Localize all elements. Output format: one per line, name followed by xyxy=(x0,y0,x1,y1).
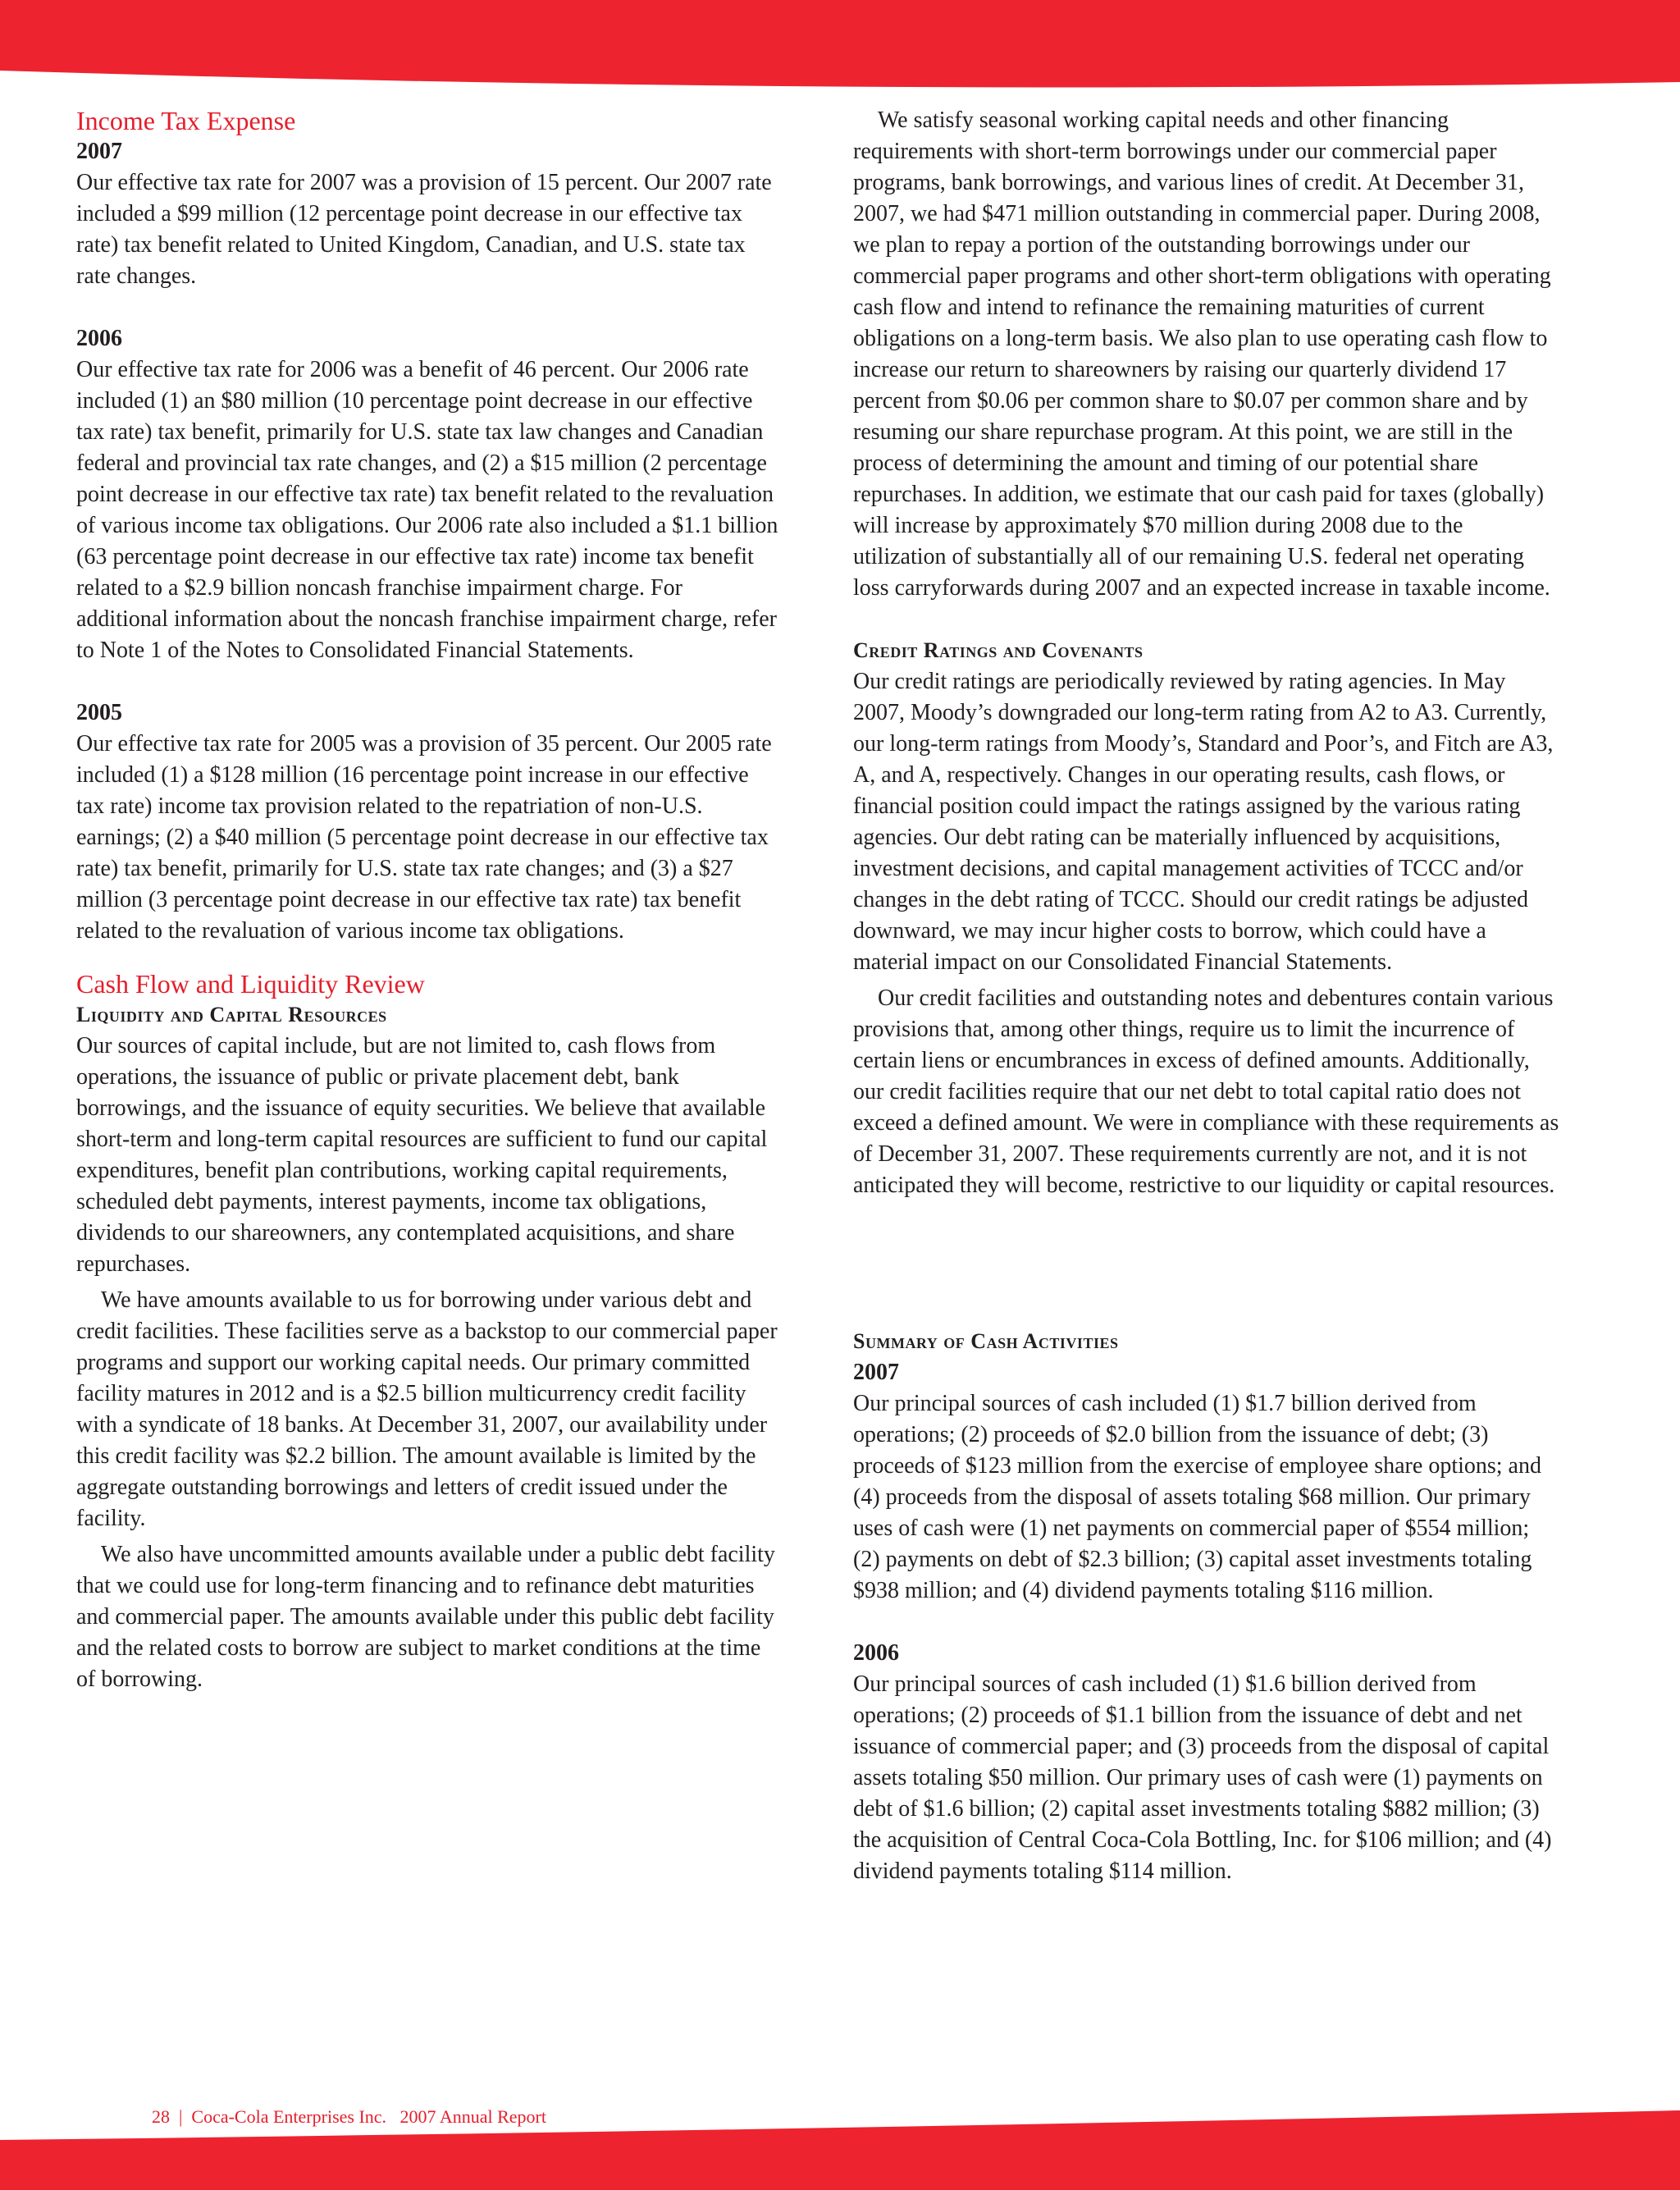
income-tax-2006-text: Our effective tax rate for 2006 was a benefit of 46 percent. Our 2006 rate included (1) an $80 million (10 percentage point decrease in our effective tax rate) tax benefit, primarily for U.S. state tax law changes and Canadian federal and provincial tax rate changes, and (2) a $15 million (2 percentage point decrease in our effective tax rate) tax benefit related to the revaluation of various income tax obligations. Our 2006 rate also included a $1.1 billion (63 percentage point decrease in our effective tax rate) income tax benefit related to a $2.9 billion noncash franchise impairment charge. For additional information about the noncash franchise impairment charge, refer to Note 1 of the Notes to Consolidated Financial Statements. xyxy=(76,357,778,663)
left-column xyxy=(76,105,779,1695)
income-tax-2005-year: 2005 xyxy=(76,700,122,725)
credit-paragraph-2: Our credit facilities and outstanding notes and debentures contain various provisions that, among other things, require us to limit the incurrence of certain liens or encumbrances in excess of defined amounts. Additionally, our credit facilities require that our net debt to total capital ratio does not exceed a defined amount. We were in compliance with these requirements as of December 31, 2007. These requirements currently are not, and it is not anticipated they will become, restrictive to our liquidity or capital resources. xyxy=(853,985,1559,1198)
summary-2007-text: Our principal sources of cash included (1) $1.7 billion derived from operations; (2) proceeds of $2.0 billion from the issuance of debt; (3) proceeds of $123 million from the exercise of employee share options; and (4) proceeds from the disposal of assets totaling $68 million. Our primary uses of cash were (1) net payments on commercial paper of $554 million; (2) payments on debt of $2.3 billion; (3) capital asset investments totaling $938 million; and (4) dividend payments totaling $116 million. xyxy=(853,1391,1541,1603)
income-tax-2007-year: 2007 xyxy=(76,139,122,164)
right-column-upper xyxy=(853,105,1560,1201)
bottom-red-band xyxy=(0,2101,1680,2190)
credit-paragraph-1: Our credit ratings are periodically reviewed by rating agencies. In May 2007, Moody’s downgraded our long-term rating from A2 to A3. Currently, our long-term ratings from Moody’s, Standard and Poor’s, and Fitch are A3, A, and A, respectively. Changes in our operating results, cash flows, or financial position could impact the ratings assigned by the various rating agencies. Our debt rating can be materially influenced by acquisitions, investment decisions, and capital management activities of TCCC and/or changes in the debt rating of TCCC. Should our credit ratings be adjusted downward, we may incur higher costs to borrow, which could have a material impact on our Consolidated Financial Statements. xyxy=(853,669,1554,975)
right-column-lower xyxy=(853,1326,1560,1887)
top-red-band xyxy=(0,0,1680,92)
income-tax-2006-year: 2006 xyxy=(76,326,122,351)
cash-flow-title: Cash Flow and Liquidity Review xyxy=(76,969,425,999)
income-tax-title: Income Tax Expense xyxy=(76,106,296,135)
summary-2007-year: 2007 xyxy=(853,1360,899,1385)
liquidity-paragraph-3: We also have uncommitted amounts available under a public debt facility that we could use for long-term financing and to refinance debt maturities and commercial paper. The amounts available under this public debt facility and the related costs to borrow are subject to market conditions at the time of borrowing. xyxy=(76,1542,775,1692)
credit-ratings-heading: Credit Ratings and Covenants xyxy=(853,638,1144,662)
liquidity-paragraph-4: We satisfy seasonal working capital needs and other financing requirements with short-term borrowings under our commercial paper programs, bank borrowings, and various lines of credit. At December 31, 2007, we had $471 million outstanding in commercial paper. During 2008, we plan to repay a portion of the outstanding borrowings under our commercial paper programs and other short-term obligations with operating cash flow and intend to refinance the remaining maturities of current obligations on a long-term basis. We also plan to use operating cash flow to increase our return to shareowners by raising our quarterly dividend 17 percent from $0.06 per common share to $0.07 per common share and by resuming our share repurchase program. At this point, we are still in the process of determining the amount and timing of our potential share repurchases. In addition, we estimate that our cash paid for taxes (globally) will increase by approximately $70 million during 2008 due to the utilization of substantially all of our remaining U.S. federal net operating loss carryforwards during 2007 and an expected increase in taxable income. xyxy=(853,107,1551,601)
summary-2006-text: Our principal sources of cash included (1) $1.6 billion derived from operations; (2) proceeds of $1.1 billion from the issuance of debt and net issuance of commercial paper; and (3) proceeds from the disposal of capital assets totaling $50 million. Our primary uses of cash were (1) payments on debt of $1.6 billion; (2) capital asset investments totaling $882 million; (3) the acquisition of Central Coca-Cola Bottling, Inc. for $106 million; and (4) dividend payments totaling $114 million. xyxy=(853,1671,1552,1884)
liquidity-heading: Liquidity and Capital Resources xyxy=(76,1003,387,1026)
summary-2006-year: 2006 xyxy=(853,1640,899,1666)
liquidity-paragraph-1: Our sources of capital include, but are not limited to, cash flows from operations, the issuance of public or private placement debt, bank borrowings, and the issuance of equity securities. We believe that available short-term and long-term capital resources are sufficient to fund our capital expenditures, benefit plan contributions, working capital requirements, scheduled debt payments, interest payments, income tax obligations, dividends to our shareowners, any contemplated acquisitions, and share repurchases. xyxy=(76,1033,768,1277)
liquidity-paragraph-2: We have amounts available to us for borrowing under various debt and credit facilities. These facilities serve as a backstop to our commercial paper programs and support our working capital needs. Our primary committed facility matures in 2012 and is a $2.5 billion multicurrency credit facility with a syndicate of 18 banks. At December 31, 2007, our availability under this credit facility was $2.2 billion. The amount available is limited by the aggregate outstanding borrowings and letters of credit issued under the facility. xyxy=(76,1287,778,1531)
page-footer: 28 | Coca-Cola Enterprises Inc. 2007 Annual Report xyxy=(152,2106,546,2127)
summary-heading: Summary of Cash Activities xyxy=(853,1329,1119,1353)
income-tax-2007-text: Our effective tax rate for 2007 was a provision of 15 percent. Our 2007 rate included a $99 million (12 percentage point decrease in our effective tax rate) tax benefit related to United Kingdom, Canadian, and U.S. state tax rate changes. xyxy=(76,170,772,289)
income-tax-2005-text: Our effective tax rate for 2005 was a provision of 35 percent. Our 2005 rate included (1) a $128 million (16 percentage point increase in our effective tax rate) income tax provision related to the repatriation of non-U.S. earnings; (2) a $40 million (5 percentage point decrease in our effective tax rate) tax benefit, primarily for U.S. state tax rate changes; and (3) a $27 million (3 percentage point decrease in our effective tax rate) tax benefit related to the revaluation of various income tax obligations. xyxy=(76,731,772,944)
